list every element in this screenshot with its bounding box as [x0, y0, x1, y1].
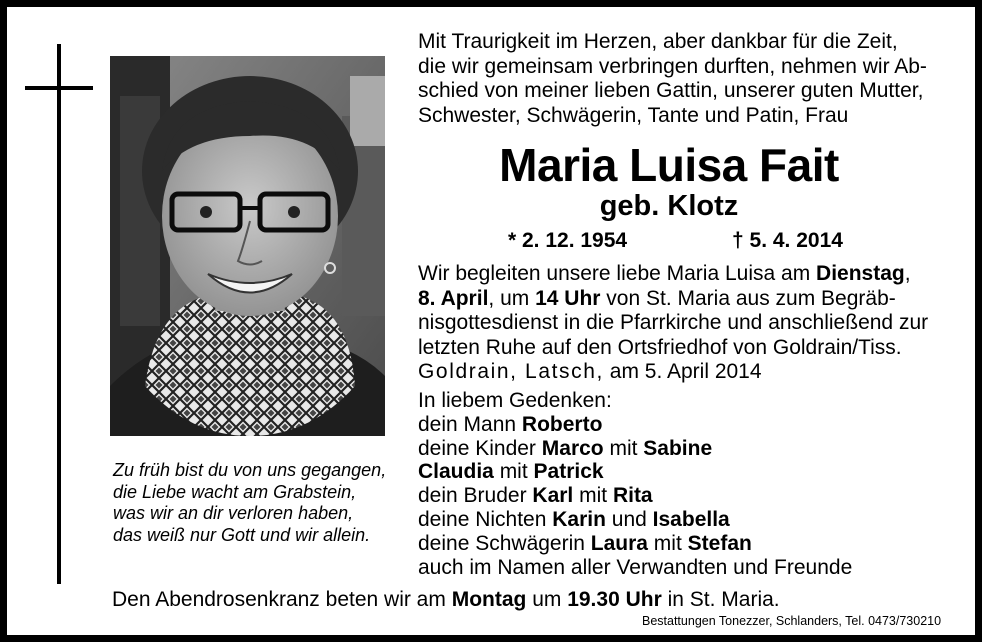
rosary-announcement: [112, 588, 780, 612]
mourner-name: Patrick: [533, 460, 604, 484]
mourner-name: Rita: [612, 484, 653, 508]
rosary-text-part: Den Abendrosenkranz beten wir am: [112, 588, 452, 611]
list-item: [418, 460, 852, 484]
intro-text: [418, 30, 927, 128]
relation: dein Mann: [418, 412, 522, 436]
connector: mit: [573, 484, 613, 508]
poem-line: Zu früh bist du von uns gegangen,: [113, 460, 387, 480]
list-item: [418, 413, 852, 437]
funeral-date: 8. April: [418, 286, 489, 310]
funeral-line: letzten Ruhe auf den Ortsfriedhof von Goldrain/Tiss.: [418, 335, 902, 359]
death-date: † 5. 4. 2014: [732, 229, 843, 252]
funeral-text-part: von St. Maria aus zum Begräb-: [600, 286, 896, 310]
list-item: [418, 437, 852, 461]
rosary-day: Montag: [451, 588, 527, 611]
poem-line: das weiß nur Gott und wir allein.: [113, 524, 371, 545]
mourner-name: Claudia: [418, 460, 494, 484]
list-item: [418, 508, 852, 532]
poem: [113, 460, 386, 546]
intro-line: Mit Traurigkeit im Herzen, aber dankbar für die Zeit,: [418, 30, 898, 53]
list-item: [418, 532, 852, 556]
funeral-line: [418, 262, 928, 287]
relation: deine Schwägerin: [418, 531, 591, 555]
funeral-time: 14 Uhr: [535, 286, 601, 310]
mourner-name: Karin: [552, 507, 606, 531]
portrait-photo: [110, 56, 385, 436]
poem-line: was wir an dir verloren haben,: [113, 503, 354, 523]
mourner-name: Isabella: [652, 507, 730, 531]
funeral-line: [418, 287, 928, 312]
connector: mit: [603, 436, 644, 460]
poem-line: die Liebe wacht am Grabstein,: [113, 481, 357, 502]
connector: mit: [647, 531, 688, 555]
funeral-day: Dienstag: [816, 262, 905, 285]
mourner-name: Laura: [590, 531, 648, 555]
deceased-name: Maria Luisa Fait: [499, 139, 839, 191]
birth-date: * 2. 12. 1954: [508, 229, 628, 252]
place-date: [418, 360, 762, 384]
place: Goldrain, Latsch,: [418, 360, 604, 383]
funeral-text-part: ,: [904, 262, 911, 285]
intro-line: schied von meiner lieben Gattin, unserer guten Mutter,: [418, 79, 924, 102]
rosary-time: 19.30 Uhr: [567, 588, 662, 611]
notice-date: am 5. April 2014: [603, 360, 762, 383]
undertaker-credit: Bestattungen Tonezzer, Schlanders, Tel. 0473/730210: [642, 614, 942, 628]
funeral-text: [418, 262, 928, 360]
mourners-list: [418, 389, 852, 579]
funeral-text-part: , um: [488, 286, 536, 310]
connector: mit: [493, 460, 534, 484]
list-item: [418, 484, 852, 508]
funeral-line: nisgottesdienst in die Pfarrkirche und anschließend zur: [418, 311, 929, 334]
rosary-text-part: um: [526, 588, 568, 611]
rosary-text-part: in St. Maria.: [661, 588, 780, 611]
birth-name: geb. Klotz: [599, 190, 739, 222]
mourners-closing: auch im Namen aller Verwandten und Freunde: [418, 555, 853, 579]
relation: deine Kinder: [418, 436, 542, 460]
mourners-heading: In liebem Gedenken:: [418, 389, 612, 412]
mourner-name: Sabine: [643, 436, 713, 460]
relation: deine Nichten: [418, 507, 553, 531]
mourner-name: Stefan: [687, 531, 752, 555]
mourner-name: Marco: [541, 436, 604, 460]
intro-line: die wir gemeinsam verbringen durften, nehmen wir Ab-: [418, 54, 927, 78]
mourner-name: Karl: [532, 484, 574, 508]
connector: und: [605, 507, 653, 531]
portrait-image: [110, 56, 385, 436]
intro-line: Schwester, Schwägerin, Tante und Patin, Frau: [418, 103, 849, 127]
mourner-name: Roberto: [521, 412, 603, 436]
relation: dein Bruder: [418, 484, 533, 508]
funeral-text-part: Wir begleiten unsere liebe Maria Luisa am: [418, 262, 817, 285]
